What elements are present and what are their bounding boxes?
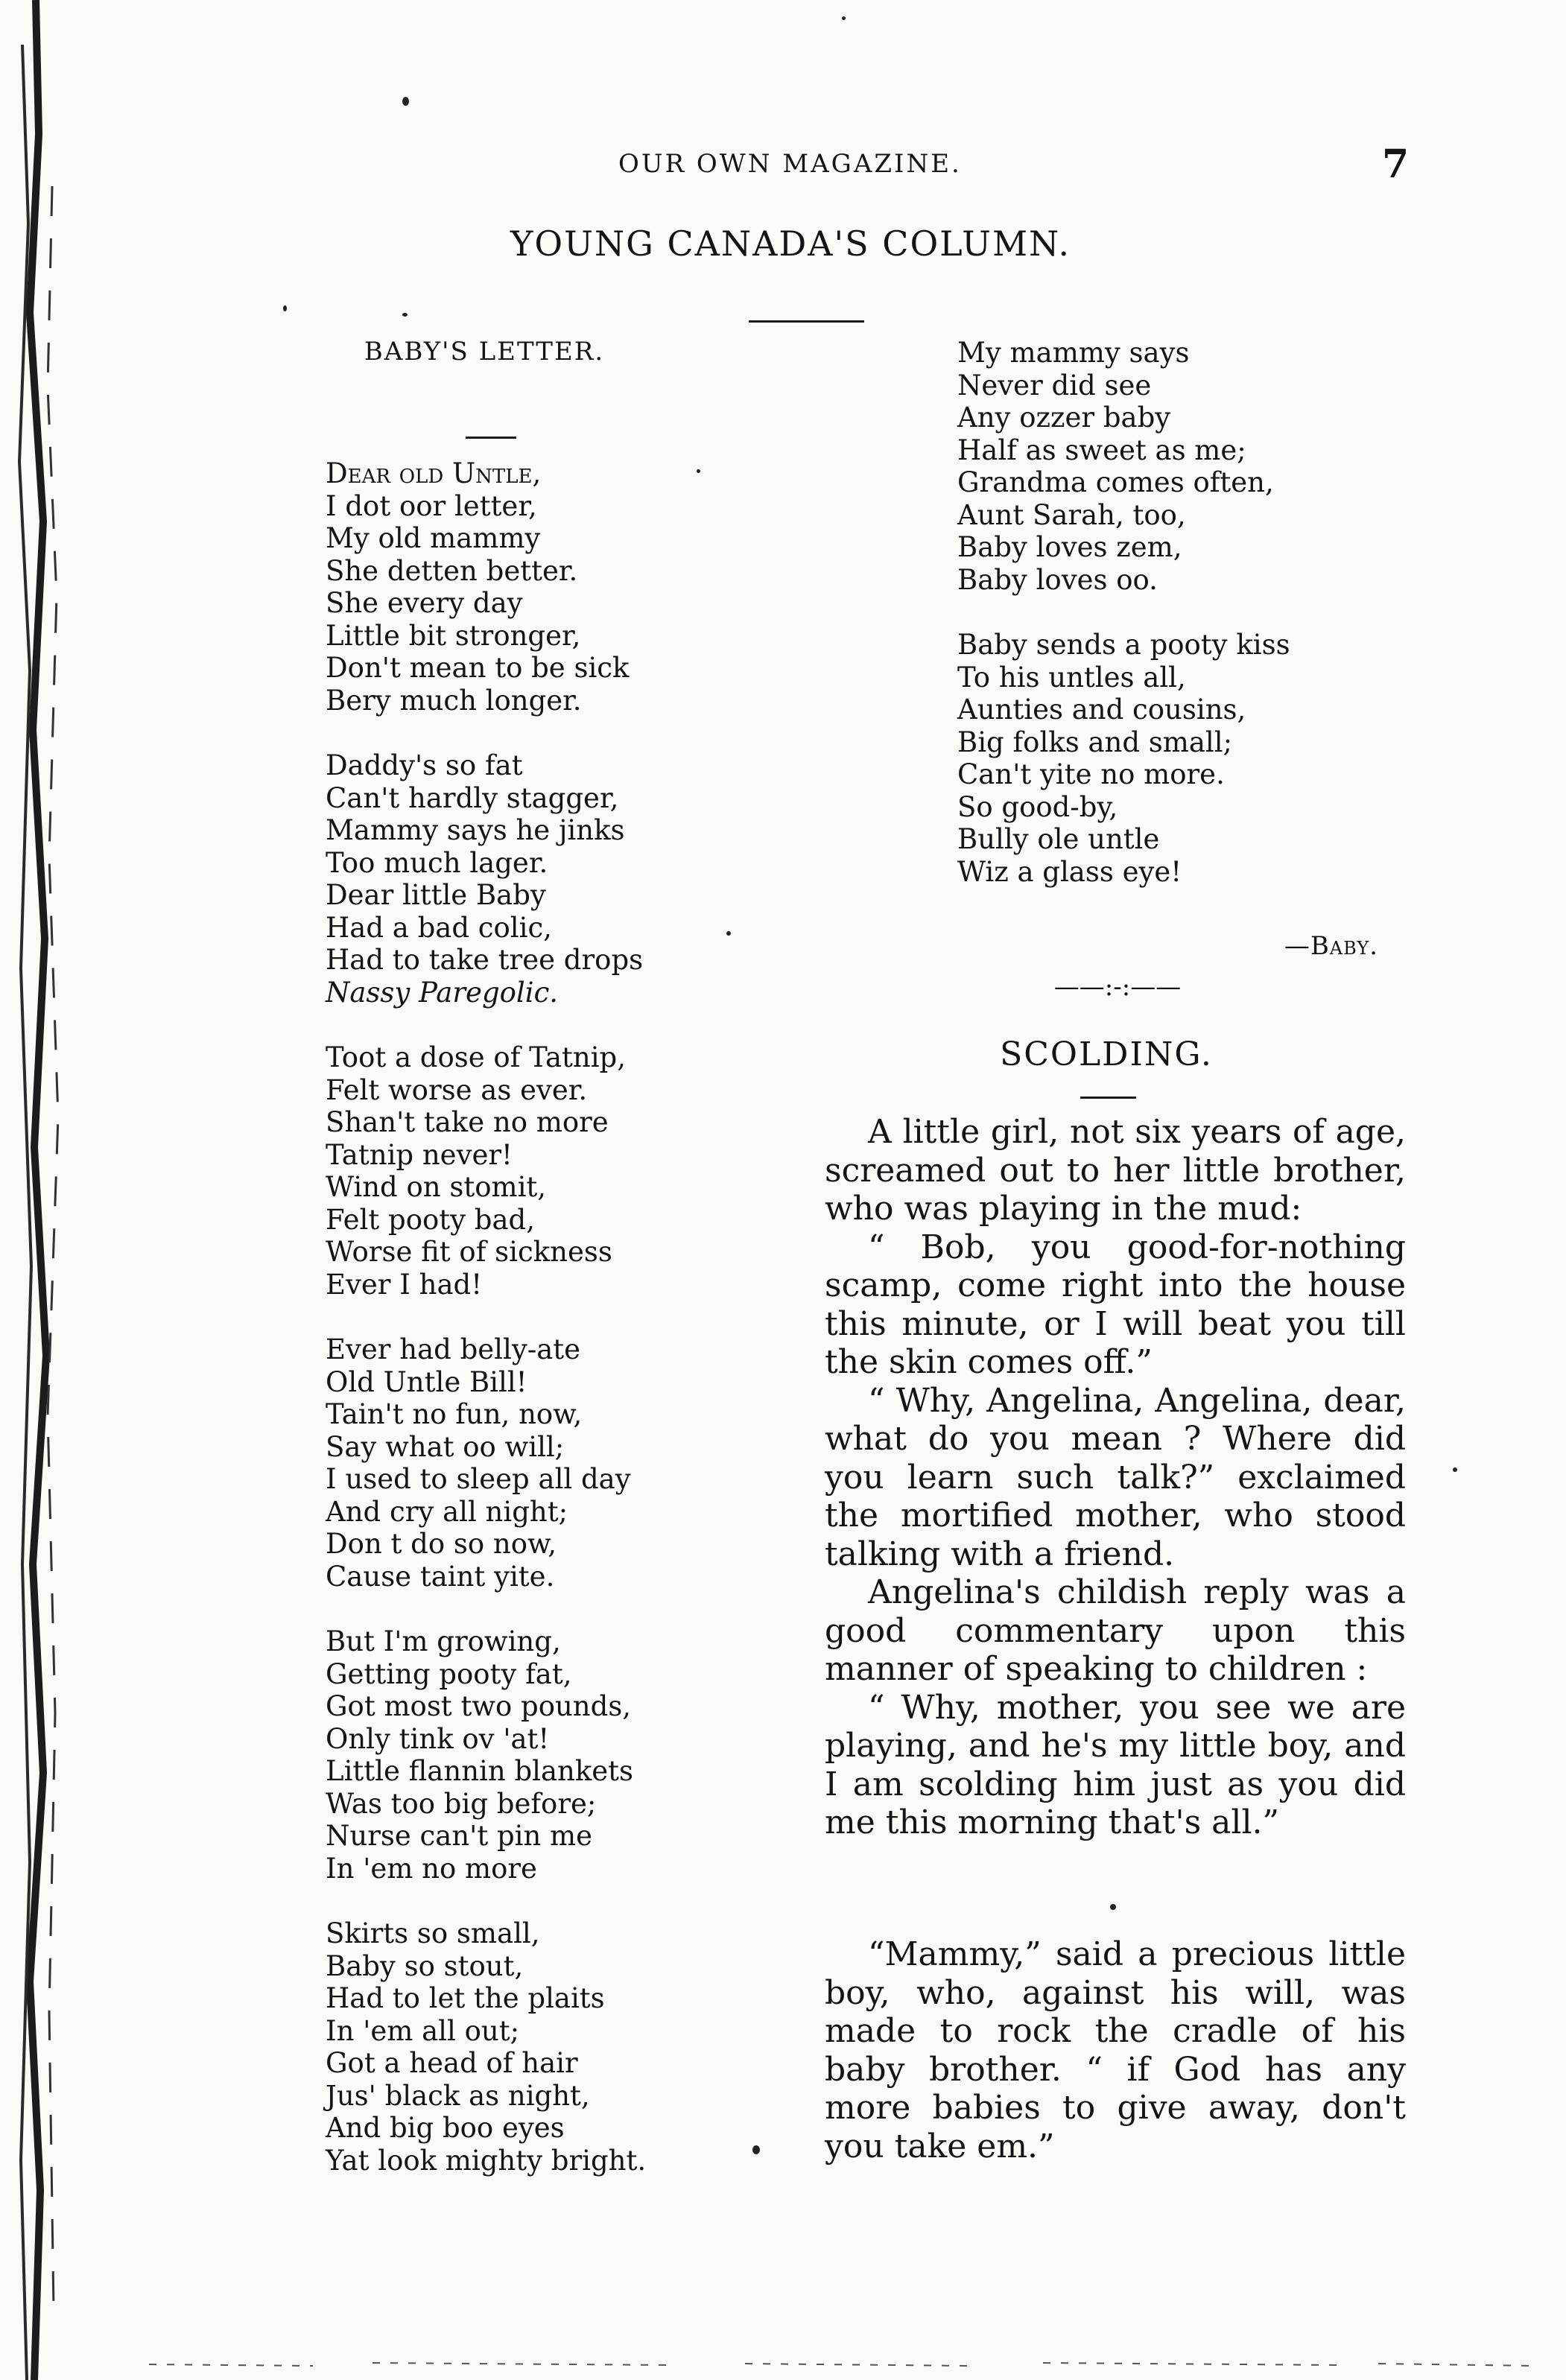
poem-line: Baby so stout, xyxy=(326,1949,524,1982)
poem-line: Ever I had! xyxy=(326,1268,483,1301)
poem-line: Getting pooty fat, xyxy=(326,1657,572,1690)
article-paragraph: A little girl, not six years of age, screamed out to her little brother, who was playing in the mud: xyxy=(825,1113,1406,1228)
poem-line: Dear little Baby xyxy=(326,879,546,911)
poem-line: In 'em no more xyxy=(326,1852,537,1885)
poem-line: Shan't take no more xyxy=(326,1106,609,1138)
article-title: SCOLDING. xyxy=(1000,1035,1213,1073)
poem-line: Daddy's so fat xyxy=(326,749,523,781)
poem-line: Mammy says he jinks xyxy=(326,814,625,846)
poem-line: To his untles all, xyxy=(957,661,1186,694)
stanza-5 xyxy=(326,1625,646,1885)
poem-line: Only tink ov 'at! xyxy=(326,1722,550,1755)
poem-line: Any ozzer baby xyxy=(957,402,1171,434)
anecdote-paragraph: “Mammy,” said a precious little boy, who, against his will, was made to rock the cradle of his baby brother. “ if God has any more babies to give away, don't you take em.” xyxy=(825,1935,1406,2165)
poem-line: In 'em all out; xyxy=(326,2014,520,2047)
speck xyxy=(752,2145,760,2154)
running-head: OUR OWN MAGAZINE. xyxy=(618,149,962,179)
poem-line: My mammy says xyxy=(957,337,1190,369)
poem-line: Wind on stomit, xyxy=(326,1171,547,1203)
article-paragraph: “ Bob, you good-for-nothing scamp, come right into the house this minute, or I will beat you till the skin comes off.” xyxy=(825,1228,1406,1381)
poem-line: Baby loves zem, xyxy=(957,531,1182,563)
poem-line: Old Untle Bill! xyxy=(326,1365,527,1398)
binding-edge xyxy=(0,0,82,2380)
poem-line: Baby loves oo. xyxy=(957,563,1158,596)
poem-line: She detten better. xyxy=(326,554,578,587)
poem-line: Can't yite no more. xyxy=(957,758,1225,790)
poem-signature: —Baby. xyxy=(1284,931,1378,961)
poem-line: But I'm growing, xyxy=(326,1625,561,1657)
poem-line: Don t do so now, xyxy=(326,1528,557,1560)
article-paragraph: “ Why, mother, you see we are playing, and he's my little boy, and I am scolding him just as you did me this morning that's all.” xyxy=(825,1688,1406,1841)
poem-line: Had to let the plaits xyxy=(326,1982,605,2014)
poem-line: Nassy Paregolic. xyxy=(326,976,559,1009)
poem-line: Toot a dose of Tatnip, xyxy=(326,1041,626,1073)
speck xyxy=(402,97,409,106)
poem-left-column xyxy=(326,457,646,2209)
stanza-7 xyxy=(957,337,1290,596)
speck xyxy=(697,469,700,473)
poem-line: Big folks and small; xyxy=(957,726,1233,758)
poem-line: Can't hardly stagger, xyxy=(326,781,619,814)
stanza-2 xyxy=(326,749,646,1009)
poem-line: Aunt Sarah, too, xyxy=(957,498,1186,531)
poem-line: Aunties and cousins, xyxy=(957,694,1246,726)
poem-line: Jus' black as night, xyxy=(326,2079,590,2112)
article-paragraph: “ Why, Angelina, Angelina, dear, what do you mean ? Where did you learn such talk?” exclaimed the mortified mother, who stood talking with a friend. xyxy=(825,1381,1406,1573)
poem-line: Nurse can't pin me xyxy=(326,1820,593,1852)
anecdote xyxy=(825,1935,1406,2165)
speck xyxy=(842,16,846,20)
stanza-3 xyxy=(326,1041,646,1301)
section-divider: ——:-:—— xyxy=(1053,972,1182,1002)
poem-line: Cause taint yite. xyxy=(326,1560,555,1593)
poem-line: Grandma comes often, xyxy=(957,466,1274,498)
poem-line: I used to sleep all day xyxy=(326,1463,631,1495)
bottom-edge xyxy=(0,2354,1566,2376)
poem-title-rule xyxy=(466,437,516,439)
poem-line: Little bit stronger, xyxy=(326,619,581,652)
speck xyxy=(726,931,731,936)
separator-dot xyxy=(1110,1904,1116,1910)
poem-line: Had to take tree drops xyxy=(326,944,644,976)
speck xyxy=(1453,1467,1457,1472)
speck xyxy=(283,305,287,311)
poem-line: Tain't no fun, now, xyxy=(326,1398,583,1430)
page-title: YOUNG CANADA'S COLUMN. xyxy=(510,223,1071,264)
poem-line: Tatnip never! xyxy=(326,1138,513,1171)
poem-line: Never did see xyxy=(957,369,1152,402)
poem-line: My old mammy xyxy=(326,522,541,554)
poem-line: She every day xyxy=(326,587,523,619)
poem-line: Felt pooty bad, xyxy=(326,1203,535,1236)
poem-line: Wiz a glass eye! xyxy=(957,855,1182,888)
poem-title: BABY'S LETTER. xyxy=(364,337,605,366)
poem-line: Got a head of hair xyxy=(326,2047,578,2079)
poem-line-opening: Dear old Untle, xyxy=(326,457,542,489)
poem-line: Bery much longer. xyxy=(326,684,582,717)
stanza-1 xyxy=(326,457,646,717)
article-body xyxy=(825,1113,1406,1842)
speck xyxy=(402,313,408,317)
poem-line: And big boo eyes xyxy=(326,2112,565,2144)
poem-line: Skirts so small, xyxy=(326,1917,540,1949)
poem-right-column xyxy=(957,337,1290,888)
poem-line: And cry all night; xyxy=(326,1495,568,1528)
title-rule xyxy=(749,320,864,323)
poem-line: Yat look mighty bright. xyxy=(326,2144,647,2177)
poem-line: So good-by, xyxy=(957,790,1118,823)
poem-line: Bully ole untle xyxy=(957,823,1160,855)
poem-line: Had a bad colic, xyxy=(326,911,552,944)
poem-line: Felt worse as ever. xyxy=(326,1073,588,1106)
poem-line: Got most two pounds, xyxy=(326,1690,632,1722)
poem-line: Was too big before; xyxy=(326,1787,597,1820)
poem-line: Say what oo will; xyxy=(326,1430,565,1463)
poem-line: Half as sweet as me; xyxy=(957,434,1246,466)
poem-line: Don't mean to be sick xyxy=(326,652,630,684)
poem-line: Baby sends a pooty kiss xyxy=(957,629,1290,661)
poem-line xyxy=(326,457,646,490)
poem-line: Ever had belly-ate xyxy=(326,1333,581,1365)
article-paragraph: Angelina's childish reply was a good commentary upon this manner of speaking to children : xyxy=(825,1573,1406,1688)
poem-line: Little flannin blankets xyxy=(326,1755,634,1787)
article-title-rule xyxy=(1080,1097,1136,1099)
poem-line: I dot oor letter, xyxy=(326,489,537,522)
stanza-6 xyxy=(326,1917,646,2177)
stanza-4 xyxy=(326,1333,646,1593)
stanza-8 xyxy=(957,629,1290,888)
poem-line: Worse fit of sickness xyxy=(326,1236,612,1268)
page-number: 7 xyxy=(1382,142,1410,187)
poem-line: Too much lager. xyxy=(326,846,548,879)
